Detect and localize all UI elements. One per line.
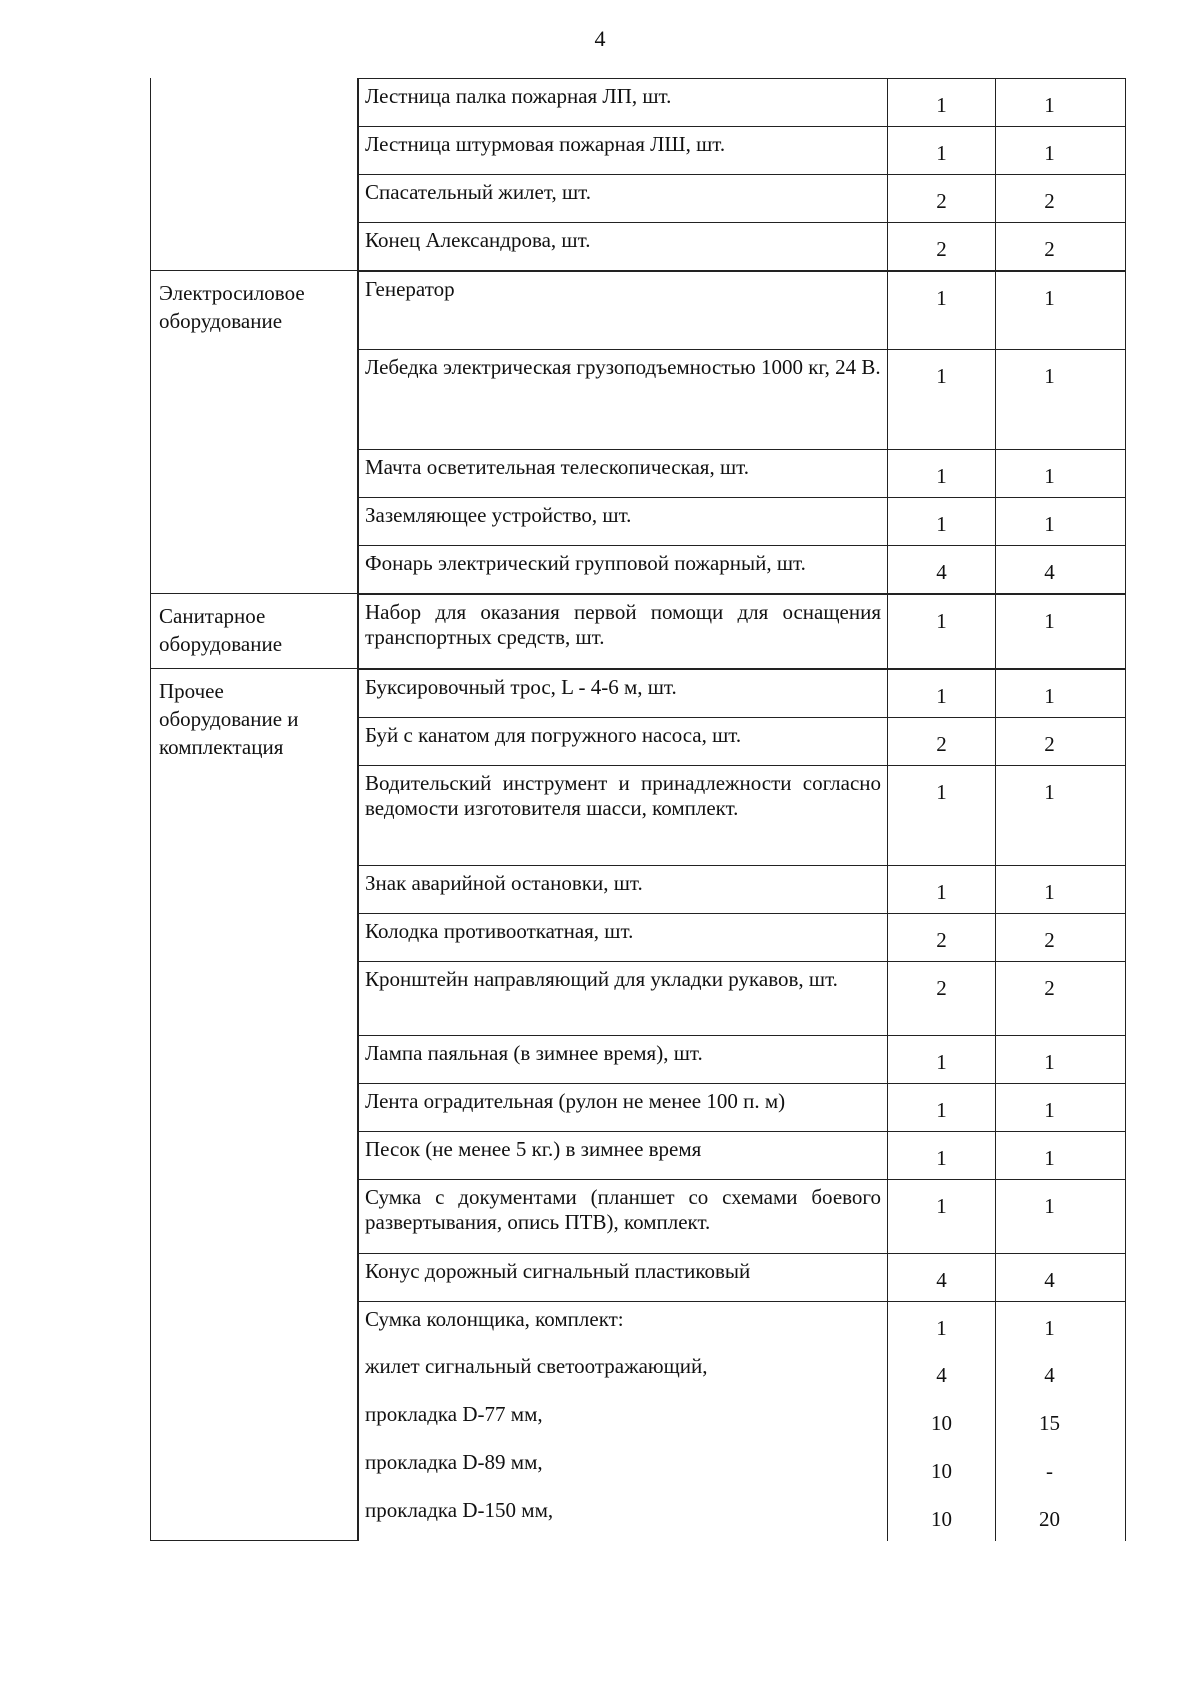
quantity-2: 1 <box>995 79 1103 126</box>
table-row <box>358 1493 1126 1541</box>
item-name: Водительский инструмент и принадлежности согласно ведомости изготовителя шасси, комплект. <box>365 771 881 820</box>
quantity-1: 1 <box>887 350 995 449</box>
item-name: Знак аварийной остановки, шт. <box>365 871 643 895</box>
quantity-2: 2 <box>995 914 1103 961</box>
item-name: прокладка D-150 мм, <box>365 1498 554 1522</box>
quantity-1: 2 <box>887 223 995 270</box>
section-label: Электросиловое оборудование <box>150 271 358 593</box>
table-row <box>358 717 1126 765</box>
section-label: Прочее оборудование и комплектация <box>150 669 358 1541</box>
item-name: Буй с канатом для погружного насоса, шт. <box>365 723 742 747</box>
table-row <box>358 1349 1126 1397</box>
table-row <box>358 1397 1126 1445</box>
item-name: прокладка D-77 мм, <box>365 1402 543 1426</box>
quantity-1: 2 <box>887 914 995 961</box>
item-name: Набор для оказания первой помощи для оснащения транспортных средств, шт. <box>365 600 881 649</box>
section-label <box>150 78 358 270</box>
quantity-1: 1 <box>887 1132 995 1179</box>
item-name: жилет сигнальный светоотражающий, <box>365 1354 708 1378</box>
quantity-1: 1 <box>887 670 995 717</box>
quantity-2: 1 <box>995 498 1103 545</box>
quantity-1: 4 <box>887 1254 995 1301</box>
quantity-2: 4 <box>995 1349 1103 1397</box>
quantity-2: 1 <box>995 1132 1103 1179</box>
table-section <box>150 270 1126 593</box>
table-row <box>358 865 1126 913</box>
quantity-2: 2 <box>995 223 1103 270</box>
quantity-1: 1 <box>887 1180 995 1253</box>
table-row <box>358 222 1126 270</box>
quantity-1: 1 <box>887 79 995 126</box>
quantity-1: 1 <box>887 1084 995 1131</box>
item-name: Заземляющее устройство, шт. <box>365 503 632 527</box>
table-row <box>358 669 1126 717</box>
table-row <box>358 1301 1126 1349</box>
quantity-2: 2 <box>995 718 1103 765</box>
quantity-1: 1 <box>887 272 995 349</box>
quantity-1: 2 <box>887 175 995 222</box>
item-name: Мачта осветительная телескопическая, шт. <box>365 455 749 479</box>
quantity-2: 1 <box>995 127 1103 174</box>
item-name: Буксировочный трос, L - 4-6 м, шт. <box>365 675 677 699</box>
section-label: Санитарное оборудование <box>150 594 358 668</box>
table-row <box>358 1179 1126 1253</box>
item-name: Генератор <box>365 277 455 301</box>
item-name: Конец Александрова, шт. <box>365 228 591 252</box>
quantity-2: 2 <box>995 962 1103 1035</box>
quantity-2: 1 <box>995 766 1103 865</box>
table-row <box>358 449 1126 497</box>
item-name: Фонарь электрический групповой пожарный, шт. <box>365 551 806 575</box>
quantity-1: 1 <box>887 127 995 174</box>
table-row <box>358 174 1126 222</box>
table-section <box>150 668 1126 1541</box>
table-row <box>358 126 1126 174</box>
quantity-2: 1 <box>995 450 1103 497</box>
quantity-1: 1 <box>887 595 995 668</box>
quantity-2: 1 <box>995 866 1103 913</box>
table-row <box>358 78 1126 126</box>
quantity-2: 4 <box>995 1254 1103 1301</box>
item-name: Лебедка электрическая грузоподъемностью 1000 кг, 24 В. <box>365 355 881 379</box>
quantity-2: 1 <box>995 1302 1103 1349</box>
table-row <box>358 1253 1126 1301</box>
quantity-1: 2 <box>887 962 995 1035</box>
quantity-1: 10 <box>887 1397 995 1445</box>
quantity-1: 4 <box>887 1349 995 1397</box>
table-row <box>358 1131 1126 1179</box>
page-number: 4 <box>594 26 606 51</box>
item-name: Спасательный жилет, шт. <box>365 180 591 204</box>
table-section <box>150 78 1126 270</box>
table-row <box>358 1445 1126 1493</box>
item-name: Конус дорожный сигнальный пластиковый <box>365 1259 751 1283</box>
item-name: Колодка противооткатная, шт. <box>365 919 634 943</box>
quantity-2: 20 <box>995 1493 1103 1541</box>
quantity-2: 1 <box>995 1180 1103 1253</box>
quantity-1: 1 <box>887 1302 995 1349</box>
item-name: Лента оградительная (рулон не менее 100 п. м) <box>365 1089 786 1113</box>
quantity-1: 4 <box>887 546 995 593</box>
quantity-2: 4 <box>995 546 1103 593</box>
quantity-1: 1 <box>887 1036 995 1083</box>
item-name: Сумка с документами (планшет со схемами боевого развертывания, опись ПТВ), комплект. <box>365 1185 881 1234</box>
quantity-1: 1 <box>887 766 995 865</box>
quantity-1: 1 <box>887 450 995 497</box>
quantity-1: 2 <box>887 718 995 765</box>
item-name: прокладка D-89 мм, <box>365 1450 543 1474</box>
quantity-1: 1 <box>887 498 995 545</box>
table-row <box>358 349 1126 449</box>
table-row <box>358 765 1126 865</box>
quantity-2: 1 <box>995 272 1103 349</box>
item-name: Лампа паяльная (в зимнее время), шт. <box>365 1041 703 1065</box>
table-row <box>358 594 1126 668</box>
item-name: Кронштейн направляющий для укладки рукавов, шт. <box>365 967 838 991</box>
table-row <box>358 961 1126 1035</box>
table-row <box>358 545 1126 593</box>
item-name: Песок (не менее 5 кг.) в зимнее время <box>365 1137 702 1161</box>
table-row <box>358 1035 1126 1083</box>
quantity-2: 1 <box>995 1036 1103 1083</box>
quantity-2: - <box>995 1445 1103 1493</box>
table-row <box>358 271 1126 349</box>
quantity-2: 1 <box>995 1084 1103 1131</box>
quantity-1: 10 <box>887 1493 995 1541</box>
quantity-1: 10 <box>887 1445 995 1493</box>
table-row <box>358 913 1126 961</box>
quantity-2: 1 <box>995 595 1103 668</box>
quantity-1: 1 <box>887 866 995 913</box>
table-row <box>358 497 1126 545</box>
table-section <box>150 593 1126 668</box>
quantity-2: 15 <box>995 1397 1103 1445</box>
quantity-2: 1 <box>995 350 1103 449</box>
table-row <box>358 1083 1126 1131</box>
item-name: Лестница палка пожарная ЛП, шт. <box>365 84 672 108</box>
item-name: Лестница штурмовая пожарная ЛШ, шт. <box>365 132 726 156</box>
quantity-2: 1 <box>995 670 1103 717</box>
equipment-table <box>150 78 1126 1541</box>
quantity-2: 2 <box>995 175 1103 222</box>
item-name: Сумка колонщика, комплект: <box>365 1307 624 1331</box>
